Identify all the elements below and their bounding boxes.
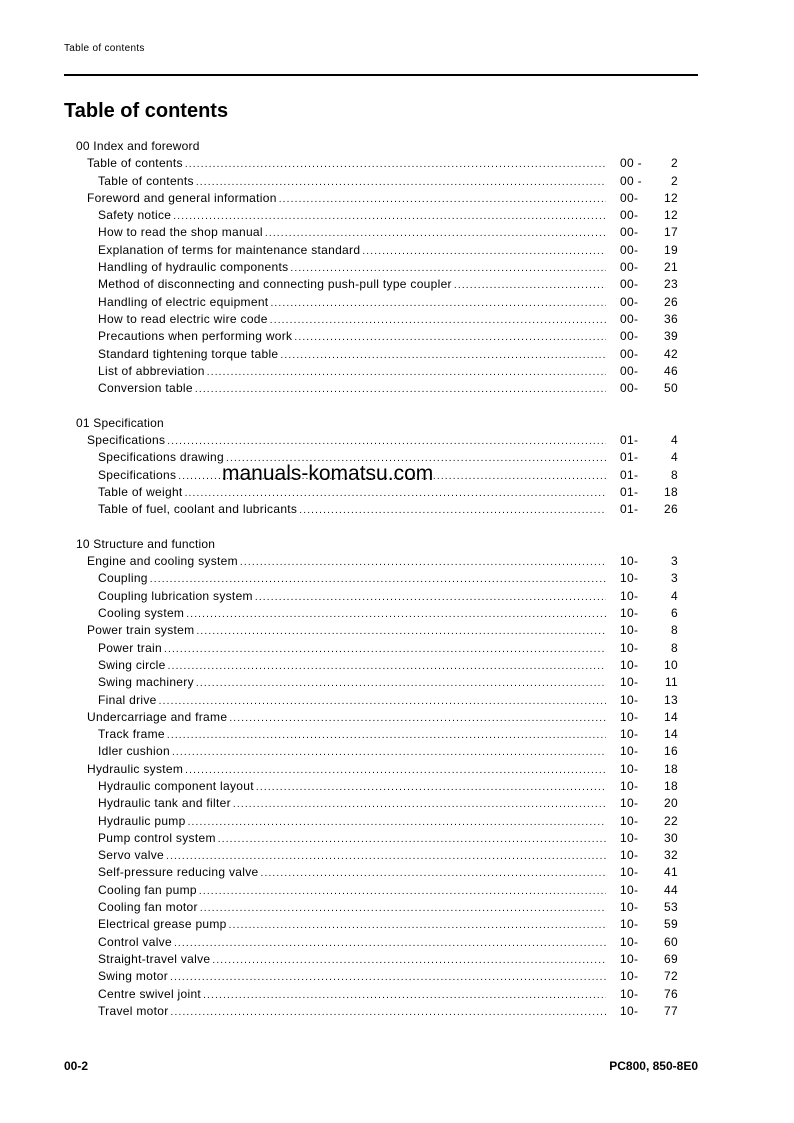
toc-section [76,138,678,397]
toc-entry-chapter: 10- [620,986,639,1001]
toc-entry-page: 39 [664,329,678,344]
toc-entry-chapter: 10- [620,571,639,586]
toc-entry-label: Handling of hydraulic components [98,260,289,275]
toc-entry-chapter: 10- [620,934,639,949]
toc-entry-page: 23 [664,277,678,292]
toc-entry-page: 21 [664,260,678,275]
toc-entry-label: Cooling fan motor [98,900,198,915]
toc-entry-label: Travel motor [98,1003,169,1018]
toc-entry-page: 76 [664,986,678,1001]
dot-leader [167,433,606,450]
toc-entry-page: 3 [671,554,678,569]
toc-entry-chapter: 01- [620,450,639,465]
toc-entry-label: Power train [98,640,162,655]
toc-entry-page: 18 [664,484,678,499]
dot-leader [454,277,606,294]
toc-entry-label: Electrical grease pump [98,917,227,932]
dot-leader [240,554,606,571]
dot-leader [167,727,606,744]
toc-entry-page: 13 [664,692,678,707]
toc-entry-label: Precautions when performing work [98,329,293,344]
dot-leader [260,865,606,882]
toc-entry-chapter: 00- [620,346,639,361]
toc-entry-page: 4 [671,433,678,448]
dot-leader [279,191,606,208]
toc-entry-chapter: 10- [620,675,639,690]
toc-entry-page: 53 [664,900,678,915]
toc-entry-label: Specifications [98,467,177,482]
toc-entry-label: Explanation of terms for maintenance standard [98,242,361,257]
toc-entry[interactable] [76,657,678,674]
toc-entry[interactable] [76,328,678,345]
toc-section [76,536,678,1020]
toc-entry-label: Table of weight [98,484,183,499]
watermark: manuals-komatsu.com [222,462,434,485]
toc-entry[interactable] [76,830,678,847]
dot-leader [265,225,606,242]
toc-entry-chapter: 10- [620,882,639,897]
toc-entry[interactable] [76,709,678,726]
toc-entry[interactable] [76,605,678,622]
header-rule [64,74,698,76]
toc-entry-page: 2 [671,156,678,171]
toc-entry-page: 17 [664,225,678,240]
toc-entry-page: 14 [664,709,678,724]
dot-leader [196,675,606,692]
dot-leader [186,606,606,623]
toc-entry-chapter: 10- [620,865,639,880]
toc-entry[interactable] [76,640,678,657]
toc-entry[interactable] [76,501,678,518]
toc-entry[interactable] [76,553,678,570]
toc-entry-label: Table of contents [87,156,183,171]
toc-entry[interactable] [76,484,678,501]
dot-leader [256,779,606,796]
toc-entry-label: Hydraulic component layout [98,778,254,793]
toc-entry-label: Engine and cooling system [87,554,238,569]
toc-entry-page: 18 [664,761,678,776]
dot-leader [229,710,606,727]
toc-entry[interactable] [76,813,678,830]
toc-entry[interactable] [76,882,678,899]
footer-model: PC800, 850-8E0 [609,1059,698,1073]
toc-entry[interactable] [76,1003,678,1020]
toc-entry-label: Idler cushion [98,744,170,759]
toc-entry[interactable] [76,622,678,639]
toc-entry-label: Final drive [98,692,157,707]
toc-entry-page: 8 [671,623,678,638]
toc-entry[interactable] [76,432,678,449]
toc-entry[interactable] [76,224,678,241]
dot-leader [200,900,606,917]
dot-leader [362,243,606,260]
toc-entry[interactable] [76,674,678,691]
running-header: Table of contents [64,43,145,54]
toc-entry-page: 8 [671,467,678,482]
toc-section-heading[interactable]: 10 Structure and function [76,536,216,551]
toc-entry-page: 4 [671,588,678,603]
toc-entry-page: 30 [664,830,678,845]
page-title: Table of contents [64,100,229,122]
toc-entry-page: 46 [664,363,678,378]
toc-entry-chapter: 10- [620,588,639,603]
toc-entry-page: 50 [664,381,678,396]
toc-entry-page: 44 [664,882,678,897]
toc-entry-page: 77 [664,1003,678,1018]
toc-entry-chapter: 01- [620,433,639,448]
dot-leader [164,641,606,658]
toc-entry-chapter: 10- [620,813,639,828]
dot-leader [170,969,606,986]
toc-entry-chapter: 10- [620,709,639,724]
toc-entry-chapter: 00 - [620,156,642,171]
toc-entry-chapter: 10- [620,969,639,984]
toc-entry-page: 8 [671,640,678,655]
dot-leader [159,693,606,710]
toc-entry-chapter: 00- [620,294,639,309]
toc-entry-label: Method of disconnecting and connecting push-pull type coupler [98,277,452,292]
toc-entry[interactable] [76,778,678,795]
toc-entry-chapter: 00- [620,225,639,240]
toc-entry-label: Swing circle [98,657,166,672]
toc-entry-label: List of abbreviation [98,363,205,378]
toc-entry-label: Swing motor [98,969,168,984]
toc-entry-page: 16 [664,744,678,759]
toc-entry-chapter: 00- [620,329,639,344]
toc-entry[interactable] [76,588,678,605]
toc-entry-page: 20 [664,796,678,811]
dot-leader [185,156,606,173]
toc-entry[interactable] [76,934,678,951]
dot-leader [229,917,606,934]
toc-entry[interactable] [76,346,678,363]
toc-entry-page: 12 [664,208,678,223]
toc-entry-label: Power train system [87,623,195,638]
dot-leader [212,952,606,969]
toc-entry-label: Foreword and general information [87,190,277,205]
toc-entry[interactable] [76,951,678,968]
toc-entry-label: Hydraulic pump [98,813,186,828]
toc-entry-chapter: 10- [620,830,639,845]
dot-leader [166,848,606,865]
toc-entry-page: 11 [664,675,678,690]
toc-entry-page: 6 [671,606,678,621]
toc-entry-label: Straight-travel valve [98,951,211,966]
dot-leader [294,329,606,346]
toc-entry-page: 41 [664,865,678,880]
toc-entry[interactable] [76,276,678,293]
toc-entry-page: 19 [664,242,678,257]
toc-entry[interactable] [76,190,678,207]
toc-entry[interactable] [76,916,678,933]
toc-entry-chapter: 00- [620,311,639,326]
dot-leader [171,1004,606,1021]
toc-entry-label: Handling of electric equipment [98,294,269,309]
toc-entry-page: 36 [664,311,678,326]
toc-entry[interactable] [76,692,678,709]
toc-entry[interactable] [76,570,678,587]
toc-entry-chapter: 00- [620,190,639,205]
toc-entry-chapter: 10- [620,796,639,811]
toc-entry[interactable] [76,968,678,985]
dot-leader [203,987,606,1004]
toc-entry-chapter: 00- [620,381,639,396]
toc-entry-label: Cooling fan pump [98,882,197,897]
toc-entry-page: 26 [664,294,678,309]
toc-entry-label: Specifications [87,433,166,448]
toc-entry[interactable] [76,726,678,743]
toc-entry-page: 18 [664,778,678,793]
dot-leader [185,485,606,502]
toc-entry[interactable] [76,311,678,328]
dot-leader [188,814,606,831]
toc-entry-label: Centre swivel joint [98,986,202,1001]
toc-entry[interactable] [76,363,678,380]
toc-entry-label: Coupling lubrication system [98,588,253,603]
toc-entry-page: 2 [671,173,678,188]
dot-leader [196,174,606,191]
toc-entry-chapter: 10- [620,778,639,793]
toc-entry-label: Conversion table [98,381,193,396]
toc-entry-chapter: 10- [620,848,639,863]
dot-leader [280,347,606,364]
toc-entry-label: Coupling [98,571,148,586]
toc-entry-label: Swing machinery [98,675,194,690]
toc-entry-chapter: 10- [620,606,639,621]
toc-entry-label: Control valve [98,934,172,949]
toc-entry-label: Table of contents [98,173,194,188]
toc-entry-chapter: 01- [620,484,639,499]
toc-entry-chapter: 10- [620,727,639,742]
dot-leader [270,312,606,329]
toc-entry-label: Specifications drawing [98,450,224,465]
toc-section-heading[interactable]: 01 Specification [76,415,164,430]
toc-entry-label: How to read electric wire code [98,311,268,326]
dot-leader [172,744,606,761]
toc-entry-chapter: 10- [620,1003,639,1018]
toc-entry-label: Pump control system [98,830,216,845]
toc-entry-page: 12 [664,190,678,205]
dot-leader [195,381,606,398]
dot-leader [290,260,606,277]
toc-entry-chapter: 10- [620,951,639,966]
toc-entry-chapter: 10- [620,554,639,569]
dot-leader [174,935,606,952]
toc-entry-label: Cooling system [98,606,185,621]
toc-entry[interactable] [76,207,678,224]
footer-page-number: 00-2 [64,1059,89,1073]
toc-entry[interactable] [76,761,678,778]
toc-entry[interactable] [76,743,678,760]
toc-entry-chapter: 10- [620,900,639,915]
toc-entry-chapter: 00- [620,363,639,378]
toc-entry-page: 42 [664,346,678,361]
toc-entry-chapter: 10- [620,917,639,932]
toc-entry-label: Safety notice [98,208,172,223]
toc-entry-chapter: 00- [620,260,639,275]
toc-entry-page: 14 [664,727,678,742]
dot-leader [173,208,606,225]
table-of-contents [76,138,678,1037]
toc-entry-page: 26 [664,502,678,517]
dot-leader [299,502,606,519]
toc-entry-page: 4 [671,450,678,465]
toc-entry[interactable] [76,795,678,812]
toc-entry-label: Standard tightening torque table [98,346,279,361]
toc-entry[interactable] [76,155,678,172]
toc-entry-chapter: 00- [620,242,639,257]
toc-entry-page: 69 [664,951,678,966]
dot-leader [255,589,606,606]
toc-entry-chapter: 00- [620,277,639,292]
toc-entry-chapter: 01- [620,502,639,517]
toc-entry-page: 32 [664,848,678,863]
toc-entry[interactable] [76,173,678,190]
toc-entry-page: 59 [664,917,678,932]
toc-entry-chapter: 10- [620,744,639,759]
toc-entry[interactable] [76,899,678,916]
dot-leader [233,796,606,813]
toc-entry-chapter: 10- [620,692,639,707]
toc-entry-page: 72 [664,969,678,984]
toc-entry-chapter: 10- [620,623,639,638]
toc-entry-chapter: 10- [620,657,639,672]
toc-entry[interactable] [76,242,678,259]
toc-entry-label: Hydraulic tank and filter [98,796,231,811]
toc-entry[interactable] [76,294,678,311]
toc-entry[interactable] [76,380,678,397]
dot-leader [270,295,606,312]
dot-leader [199,883,606,900]
toc-entry-label: Self-pressure reducing valve [98,865,259,880]
toc-entry-label: Table of fuel, coolant and lubricants [98,502,298,517]
toc-entry-label: Undercarriage and frame [87,709,228,724]
toc-entry[interactable] [76,986,678,1003]
dot-leader [150,571,606,588]
toc-entry-page: 60 [664,934,678,949]
toc-entry[interactable] [76,847,678,864]
dot-leader [218,831,606,848]
dot-leader [207,364,606,381]
toc-entry-label: Hydraulic system [87,761,184,776]
toc-entry-chapter: 01- [620,467,639,482]
toc-entry[interactable] [76,864,678,881]
toc-entry-label: Servo valve [98,848,164,863]
toc-entry-label: How to read the shop manual [98,225,263,240]
dot-leader [168,658,606,675]
toc-entry-page: 3 [671,571,678,586]
toc-entry-chapter: 10- [620,761,639,776]
dot-leader [185,762,606,779]
toc-entry-label: Track frame [98,727,165,742]
toc-section-heading[interactable]: 00 Index and foreword [76,139,200,153]
dot-leader [196,623,606,640]
toc-entry-chapter: 10- [620,640,639,655]
toc-entry[interactable] [76,259,678,276]
toc-entry-page: 22 [664,813,678,828]
toc-entry-chapter: 00 - [620,173,642,188]
toc-entry-page: 10 [664,657,678,672]
toc-entry-chapter: 00- [620,208,639,223]
